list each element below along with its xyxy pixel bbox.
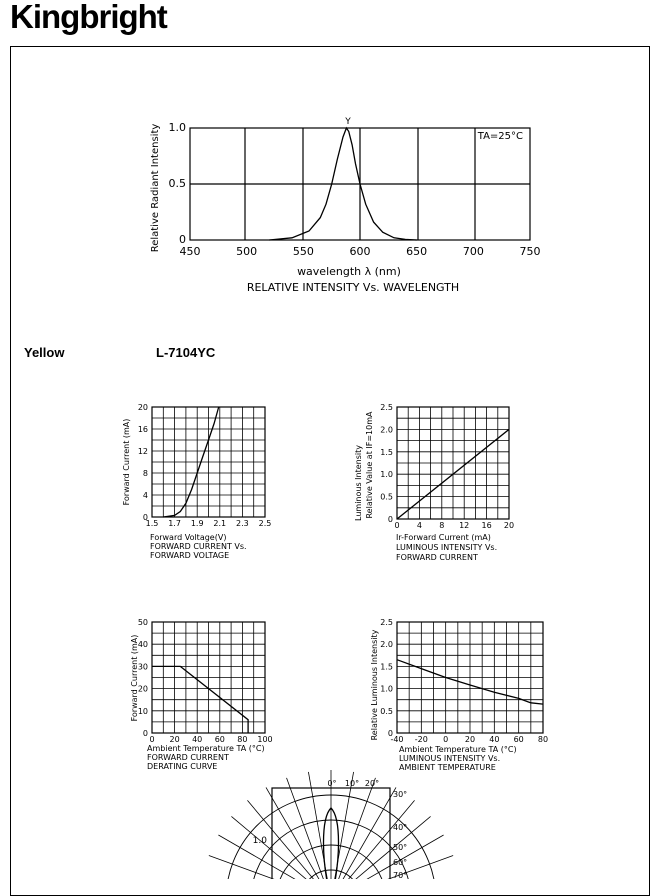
x-tick-label: 20 — [503, 521, 515, 530]
x-tick-label: 20 — [464, 735, 476, 744]
y-tick-label: 20 — [137, 684, 148, 694]
polar-spoke — [209, 856, 331, 879]
y-tick-label: 2.0 — [380, 425, 393, 435]
x-axis-title: Ambient Temperature TA (°C) — [399, 745, 517, 754]
y-axis-title: Relative Luminous Intensity — [370, 629, 379, 741]
polar-spoke — [331, 800, 415, 879]
polar-spoke — [266, 787, 331, 879]
y-tick-label: 10 — [137, 706, 148, 716]
temperature-note: TA=25°C — [477, 131, 523, 142]
x-tick-label: 650 — [406, 245, 428, 258]
y-tick-label: 2.5 — [380, 403, 393, 412]
y-axis-title-line2: Relative Value at IF=10mA — [365, 411, 374, 519]
x-tick-label: -20 — [414, 735, 428, 744]
y-tick-label: 1.5 — [380, 447, 393, 457]
y-tick-label: 1.5 — [380, 662, 393, 672]
x-tick-label: 0 — [149, 735, 155, 744]
y-tick-label: 50 — [137, 618, 148, 627]
x-tick-label: 8 — [439, 521, 445, 530]
x-tick-label: 20 — [169, 735, 180, 744]
polar-angle-label: 50° — [393, 843, 408, 852]
x-tick-label: -40 — [390, 735, 404, 744]
x-tick-label: 600 — [349, 245, 371, 258]
chart-title-line2: AMBIENT TEMPERATURE — [399, 763, 496, 772]
polar-angle-label: 40° — [393, 823, 408, 832]
y-axis-title: Luminous Intensity — [354, 445, 363, 521]
color-label: Yellow — [24, 345, 65, 360]
y-tick-label: 1.0 — [380, 470, 393, 480]
x-tick-label: 2.3 — [236, 519, 249, 528]
x-tick-label: 700 — [462, 245, 484, 258]
x-tick-label: 12 — [459, 521, 470, 530]
chart-title-line1: LUMINOUS INTENSITY Vs. — [396, 543, 498, 552]
x-tick-label: 16 — [481, 521, 492, 530]
x-tick-label: 2.5 — [258, 519, 272, 528]
chart-title-line1: LUMINOUS INTENSITY Vs. — [399, 754, 501, 763]
polar-radial-label: 1.0 — [252, 836, 267, 846]
x-tick-label: 80 — [537, 735, 549, 744]
y-tick-label: 0 — [179, 233, 186, 246]
chart-title: RELATIVE INTENSITY Vs. WAVELENGTH — [246, 281, 460, 294]
x-tick-label: 4 — [416, 521, 422, 530]
x-tick-label: 0 — [443, 735, 449, 744]
polar-angle-label: 20° — [364, 779, 380, 788]
y-tick-label: 30 — [137, 662, 148, 672]
x-axis-title: Ambient Temperature TA (°C) — [147, 744, 265, 753]
y-axis-title: Forward Current (mA) — [130, 634, 139, 722]
chart-title-line2: FORWARD CURRENT — [396, 553, 478, 562]
chart-title-line1: FORWARD CURRENT — [147, 753, 229, 762]
y-tick-label: 1.0 — [380, 684, 393, 694]
polar-angle-label: 10° — [344, 779, 360, 788]
x-tick-label: 40 — [192, 735, 203, 744]
y-tick-label: 40 — [137, 640, 148, 650]
y-tick-label: 0 — [142, 513, 148, 522]
x-axis-title: wavelength λ (nm) — [297, 265, 401, 278]
y-tick-label: 12 — [137, 447, 148, 456]
y-tick-label: 0 — [387, 515, 393, 524]
polar-angle-label: 0° — [327, 779, 337, 788]
x-tick-label: 40 — [489, 735, 500, 744]
y-tick-label: 1.0 — [168, 121, 186, 134]
x-tick-label: 1.9 — [190, 519, 204, 528]
y-tick-label: 8 — [142, 469, 148, 478]
y-tick-label: 0.5 — [380, 706, 393, 716]
y-tick-label: 0 — [387, 729, 393, 738]
y-tick-label: 2.5 — [380, 618, 393, 627]
x-axis-title: Forward Voltage(V) — [150, 533, 227, 542]
y-tick-label: 16 — [137, 425, 148, 434]
y-axis-title: Forward Current (mA) — [122, 418, 131, 506]
y-tick-label: 20 — [137, 403, 148, 412]
x-tick-label: 60 — [214, 735, 225, 744]
x-tick-label: 1.7 — [168, 519, 181, 528]
y-tick-label: 0.5 — [380, 492, 393, 502]
y-tick-label: 4 — [142, 491, 148, 500]
chart-title-line2: DERATING CURVE — [147, 762, 218, 771]
part-number: L-7104YC — [156, 345, 216, 360]
polar-angle-label: 30° — [393, 790, 408, 799]
x-tick-label: 100 — [257, 735, 273, 744]
polar-angle-label: 60° — [393, 858, 408, 867]
x-tick-label: 1.5 — [145, 519, 159, 528]
y-tick-label: 0.5 — [168, 177, 186, 190]
chart-title-line2: FORWARD VOLTAGE — [150, 551, 230, 560]
x-tick-label: 80 — [237, 735, 248, 744]
x-tick-label: 450 — [179, 245, 201, 258]
brand-logo: Kingbright — [10, 0, 167, 35]
x-tick-label: 550 — [292, 245, 314, 258]
x-tick-label: 2.1 — [213, 519, 227, 528]
chart-title-line1: FORWARD CURRENT Vs. — [150, 542, 247, 551]
x-tick-label: 500 — [236, 245, 258, 258]
peak-label: Y — [345, 117, 351, 127]
x-tick-label: 60 — [513, 735, 524, 744]
y-tick-label: 0 — [142, 729, 148, 738]
y-axis-title: Relative Radiant Intensity — [150, 123, 161, 253]
x-tick-label: 750 — [519, 245, 541, 258]
y-tick-label: 2.0 — [380, 640, 393, 650]
polar-spoke — [331, 787, 396, 879]
polar-angle-label: 70° — [393, 871, 408, 879]
x-axis-title: Ir-Forward Current (mA) — [396, 533, 491, 542]
x-tick-label: 0 — [394, 521, 400, 530]
